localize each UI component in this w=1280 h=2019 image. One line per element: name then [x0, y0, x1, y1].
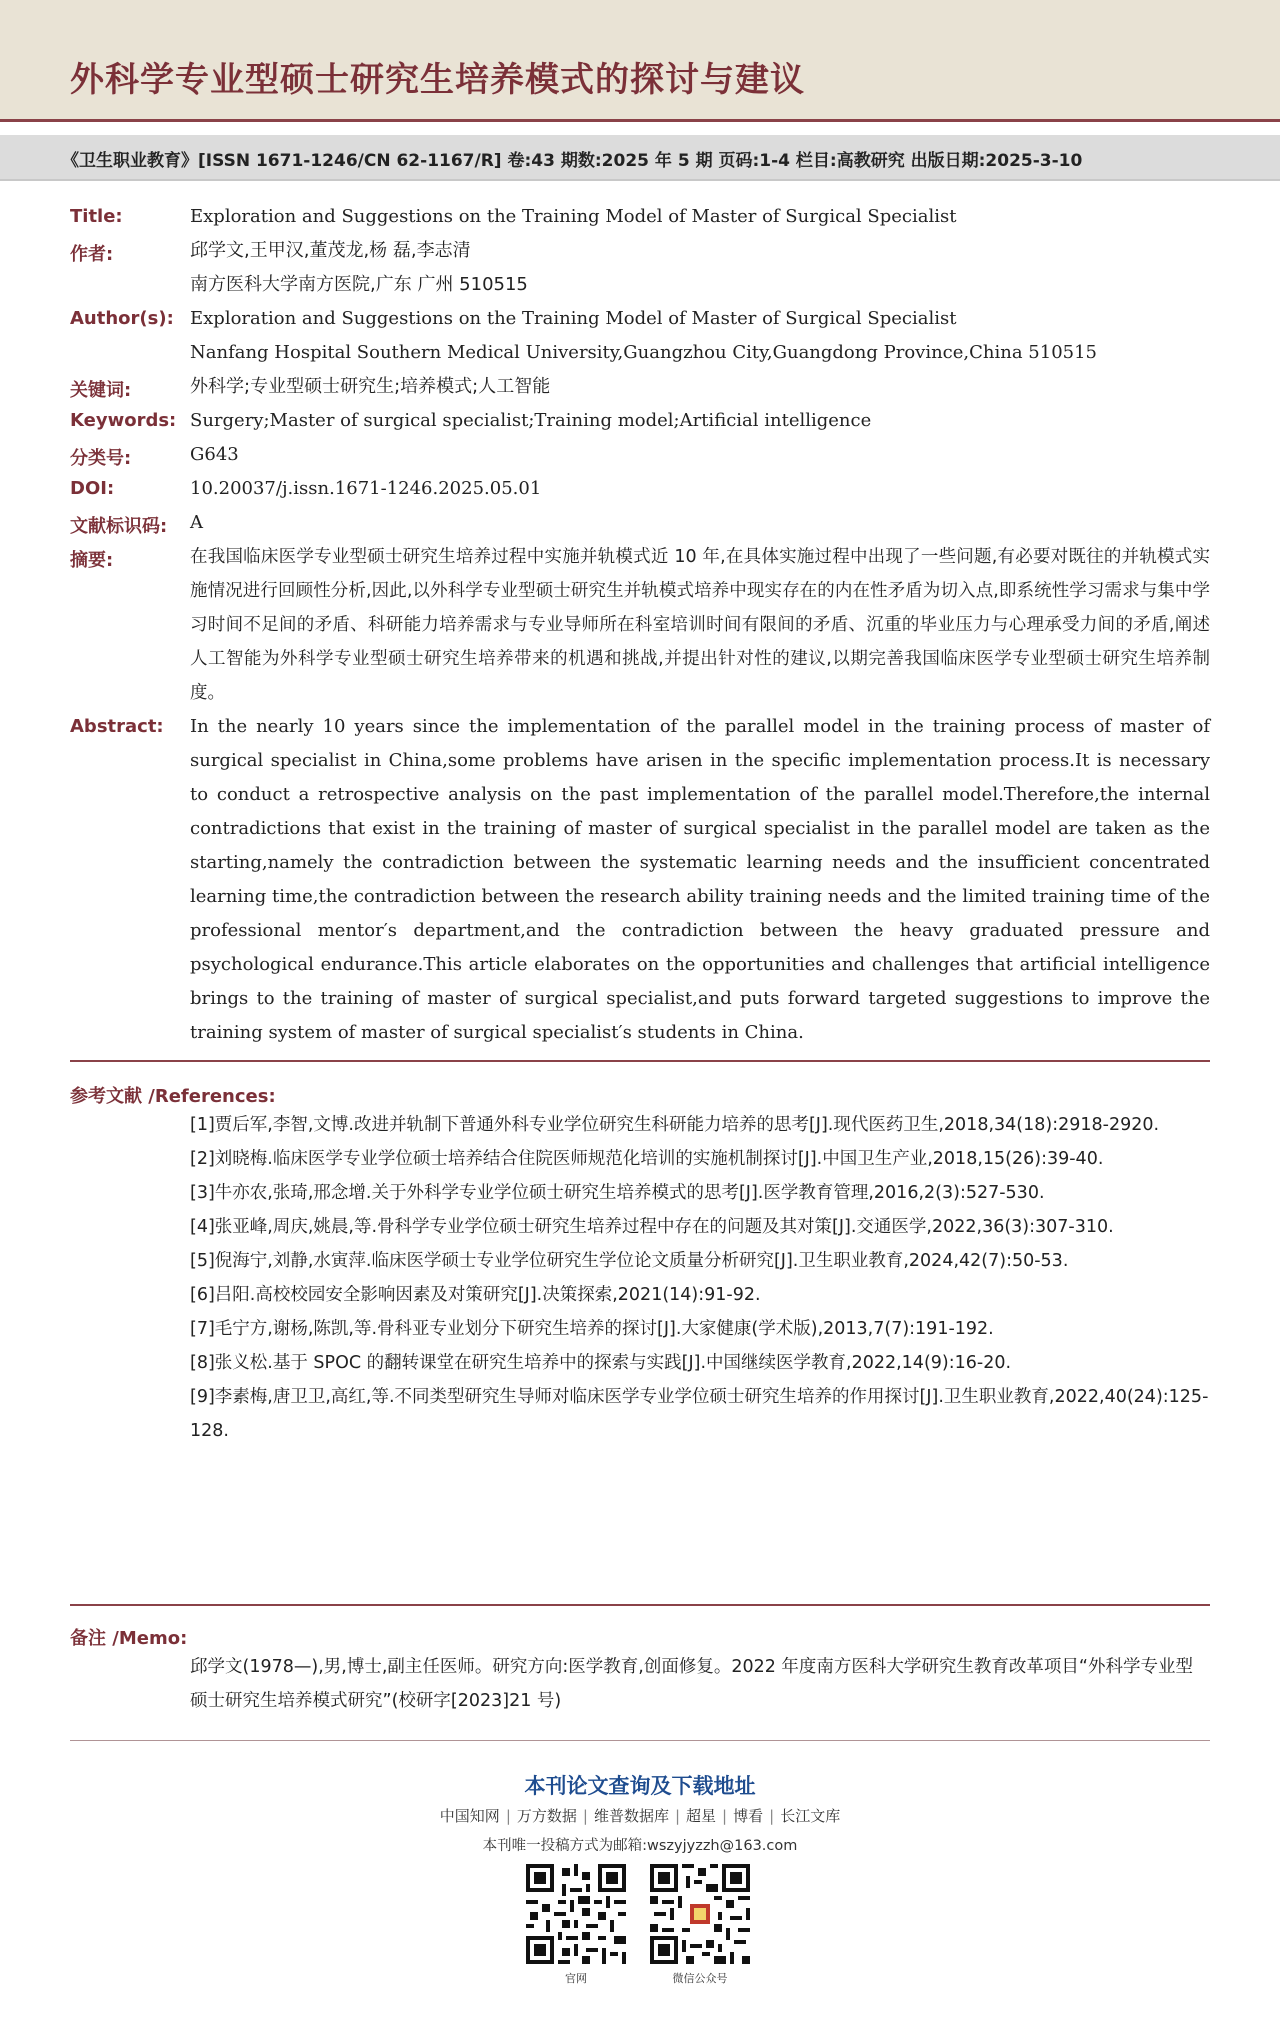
reference-item: [1]贾后军,李智,文博.改进并轨制下普通外科专业学位研究生科研能力培养的思考[J].现代医药卫生,2018,34(18):2918-2920. — [190, 1115, 1160, 1135]
qr-code-wechat[interactable] — [650, 1864, 750, 1964]
database-link[interactable]: 博看 — [733, 1807, 764, 1825]
authors-en-value: Exploration and Suggestions on the Training Model of Master of Surgical Specialist — [190, 308, 957, 329]
memo-bottom-divider — [70, 1740, 1210, 1741]
database-link[interactable]: 中国知网 — [439, 1807, 500, 1825]
keywords-en-label: Keywords: — [70, 410, 177, 431]
docmark-label: 文献标识码: — [70, 516, 168, 537]
reference-item: [6]吕阳.高校校园安全影响因素及对策研究[J].决策探索,2021(14):91-92. — [190, 1285, 761, 1305]
references-list — [190, 1108, 1210, 1448]
database-links: 中国知网 | 万方数据 | 维普数据库 | 超星 | 博看 | 长江文库 — [439, 1807, 841, 1825]
class-value: G643 — [190, 444, 239, 465]
qr-code-icon — [650, 1864, 750, 1964]
reference-item: [2]刘晓梅.临床医学专业学位硕士培养结合住院医师规范化培训的实施机制探讨[J].中国卫生产业,2018,15(26):39-40. — [190, 1149, 1104, 1169]
title-band — [0, 0, 1280, 122]
memo-divider — [70, 1604, 1210, 1606]
journal-meta-text: 《卫生职业教育》[ISSN 1671-1246/CN 62-1167/R] 卷:43 期数:2025 年 5 期 页码:1-4 栏目:高教研究 出版日期:2025-3-10 — [62, 151, 1083, 171]
keywords-cn-value: 外科学;专业型硕士研究生;培养模式;人工智能 — [190, 376, 551, 397]
reference-item: [5]倪海宁,刘静,水寅萍.临床医学硕士专业学位研究生学位论文质量分析研究[J].卫生职业教育,2024,42(7):50-53. — [190, 1251, 1069, 1271]
memo-label: 备注 /Memo: — [70, 1628, 188, 1649]
keywords-cn-label: 关键词: — [70, 380, 132, 401]
qr-caption-wechat: 微信公众号 — [672, 1972, 728, 1985]
title-label: Title: — [70, 206, 123, 227]
journal-meta-bar — [0, 135, 1280, 181]
authors-value: 邱学文,王甲汉,董茂龙,杨 磊,李志清 — [190, 240, 471, 261]
affiliation-cn: 南方医科大学南方医院,广东 广州 510515 — [190, 274, 528, 295]
reference-item: [3]牛亦农,张琦,邢念增.关于外科学专业学位硕士研究生培养模式的思考[J].医学教育管理,2016,2(3):527-530. — [190, 1183, 1045, 1203]
abstract-en-text: In the nearly 10 years since the implementation of the parallel model in the training process of master of surgical specialist in China,some problems have arisen in the specific implementation process.It is necessary to conduct a retrospective analysis on the past implementation of the parallel model.Therefore,the internal contradictions that exist in the training of master of surgical specialist in the parallel model are taken as the starting,namely the contradiction between the systematic learning needs and the insufficient concentrated learning time,the contradiction between the research ability training needs and the limited training time of the professional mentor′s department,and the contradiction between the heavy graduated pressure and psychological endurance.This article elaborates on the opportunities and challenges that artificial intelligence brings to the training of master of surgical specialist,and puts forward targeted suggestions to improve the training system of master of surgical specialist′s students in China. — [190, 716, 1210, 1043]
reference-item: [9]李素梅,唐卫卫,高红,等.不同类型研究生导师对临床医学专业学位硕士研究生培养的作用探讨[J].卫生职业教育,2022,40(24):125-128. — [190, 1387, 1209, 1441]
abstract-cn-text: 在我国临床医学专业型硕士研究生培养过程中实施并轨模式近 10 年,在具体实施过程中出现了一些问题,有必要对既往的并轨模式实施情况进行回顾性分析,因此,以外科学专业型硕士研究生并轨模式培养中现实存在的内在性矛盾为切入点,即系统性学习需求与集中学习时间不足间的矛盾、科研能力培养需求与专业导师所在科室培训时间有限间的矛盾、沉重的毕业压力与心理承受力间的矛盾,阐述人工智能为外科学专业型硕士研究生培养带来的机遇和挑战,并提出针对性的建议,以期完善我国临床医学专业型硕士研究生培养制度。 — [190, 547, 1210, 703]
qr-caption-website: 官网 — [565, 1972, 587, 1985]
database-link[interactable]: 长江文库 — [780, 1807, 841, 1825]
authors-en-label: Author(s): — [70, 308, 174, 329]
database-link[interactable]: 万方数据 — [516, 1807, 577, 1825]
references-divider — [70, 1060, 1210, 1062]
footer-title: 本刊论文查询及下载地址 — [524, 1774, 756, 1798]
doi-label: DOI: — [70, 478, 115, 499]
abstract-cn-label: 摘要: — [70, 550, 114, 571]
title-rule — [0, 119, 1280, 122]
doi-value: 10.20037/j.issn.1671-1246.2025.05.01 — [190, 478, 542, 499]
class-label: 分类号: — [70, 448, 132, 469]
qr-code-icon — [526, 1864, 626, 1964]
references-label: 参考文献 /References: — [70, 1086, 276, 1107]
database-link[interactable]: 超星 — [686, 1807, 717, 1825]
submission-email: 本刊唯一投稿方式为邮箱:wszyjyzzh@163.com — [482, 1838, 798, 1854]
memo-text: 邱学文(1978—),男,博士,副主任医师。研究方向:医学教育,创面修复。2022 年度南方医科大学研究生教育改革项目“外科学专业型硕士研究生培养模式研究”(校研字[2023]21 号) — [190, 1657, 1193, 1711]
title-value: Exploration and Suggestions on the Training Model of Master of Surgical Specialist — [190, 206, 957, 227]
database-link[interactable]: 维普数据库 — [593, 1807, 669, 1825]
reference-item: [7]毛宁方,谢杨,陈凯,等.骨科亚专业划分下研究生培养的探讨[J].大家健康(学术版),2013,7(7):191-192. — [190, 1319, 994, 1339]
keywords-en-value: Surgery;Master of surgical specialist;Training model;Artificial intelligence — [190, 410, 872, 431]
reference-item: [4]张亚峰,周庆,姚晨,等.骨科学专业学位硕士研究生培养过程中存在的问题及其对策[J].交通医学,2022,36(3):307-310. — [190, 1217, 1114, 1237]
docmark-value: A — [190, 512, 203, 533]
authors-label: 作者: — [70, 244, 114, 265]
article-title: 外科学专业型硕士研究生培养模式的探讨与建议 — [70, 60, 805, 100]
qr-code-website[interactable] — [526, 1864, 626, 1964]
abstract-en-label: Abstract: — [70, 716, 164, 737]
reference-item: [8]张义松.基于 SPOC 的翻转课堂在研究生培养中的探索与实践[J].中国继续医学教育,2022,14(9):16-20. — [190, 1353, 1012, 1373]
affiliation-en: Nanfang Hospital Southern Medical University,Guangzhou City,Guangdong Province,China 510515 — [190, 342, 1098, 363]
